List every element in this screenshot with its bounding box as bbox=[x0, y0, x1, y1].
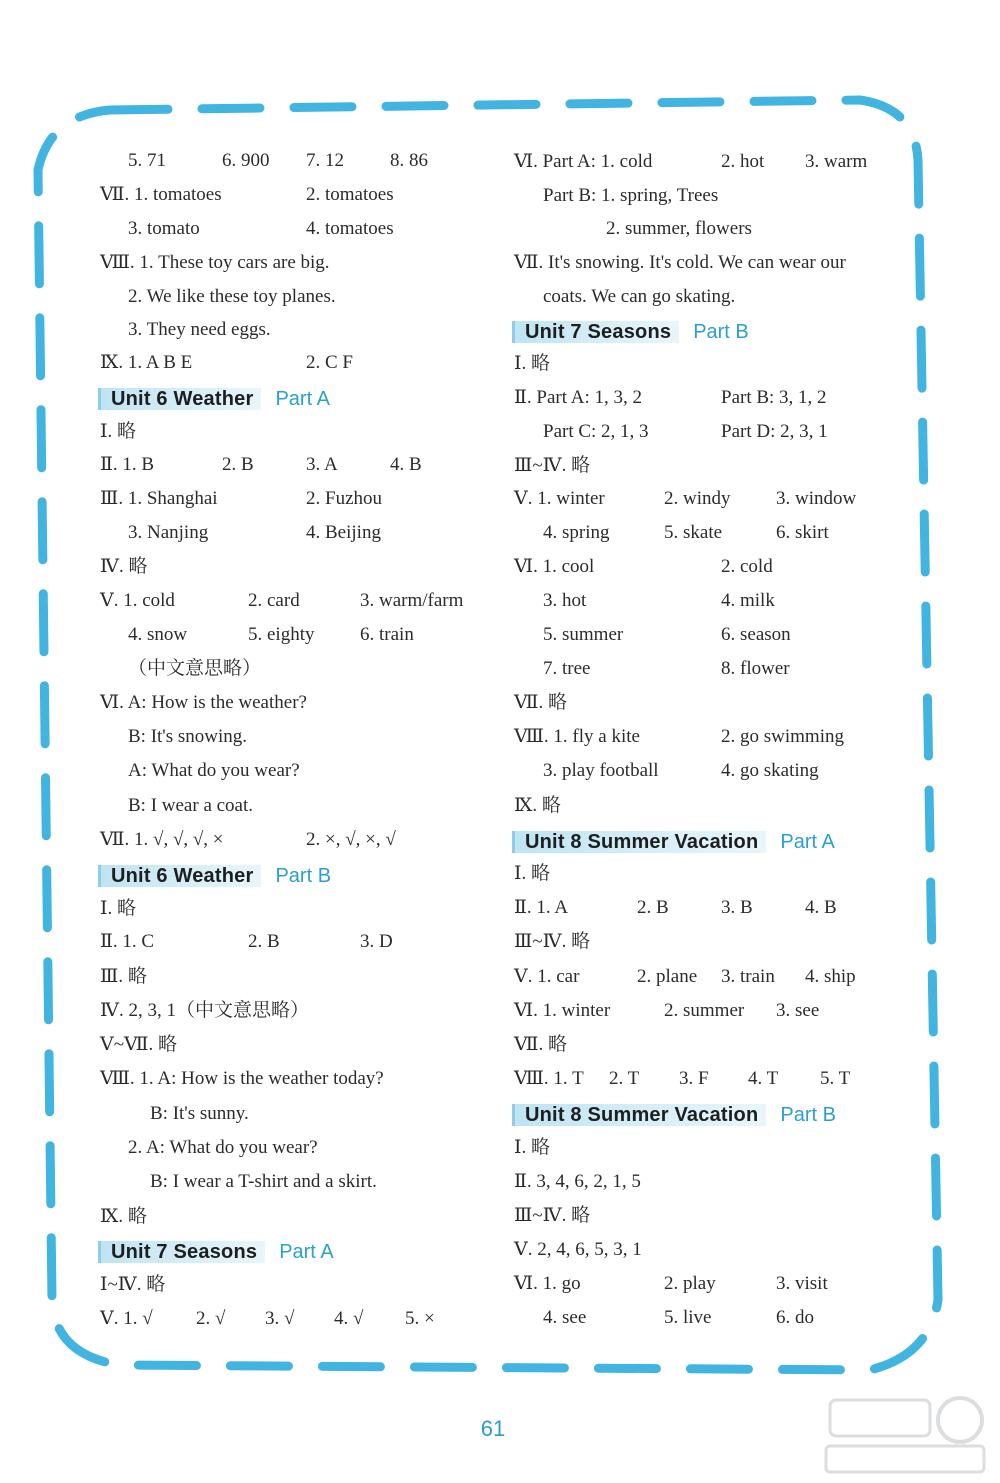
section-header-unit6-part-b bbox=[98, 864, 331, 888]
part-label: Part A bbox=[275, 387, 330, 410]
section-header-unit8-part-a bbox=[512, 830, 835, 854]
part-label: Part B bbox=[780, 1103, 836, 1126]
part-label: Part B bbox=[275, 864, 332, 887]
unit-title: Unit 6 Weather bbox=[98, 865, 261, 887]
part-label: Part A bbox=[780, 830, 835, 853]
section-header-unit8-part-b bbox=[512, 1103, 836, 1127]
page-number: 61 bbox=[480, 1416, 506, 1441]
unit-title: Unit 8 Summer Vacation bbox=[512, 1104, 766, 1126]
part-label: Part B bbox=[693, 320, 749, 343]
part-label: Part A bbox=[279, 1240, 334, 1263]
section-header-unit7-part-b bbox=[512, 320, 749, 344]
watermark-logo bbox=[820, 1388, 990, 1478]
unit-title: Unit 7 Seasons bbox=[98, 1241, 265, 1263]
unit-title: Unit 6 Weather bbox=[98, 388, 261, 410]
section-header-unit6-part-a bbox=[98, 387, 330, 411]
section-header-unit7-part-a bbox=[98, 1240, 334, 1264]
unit-title: Unit 8 Summer Vacation bbox=[512, 831, 766, 853]
unit-title: Unit 7 Seasons bbox=[512, 321, 679, 343]
